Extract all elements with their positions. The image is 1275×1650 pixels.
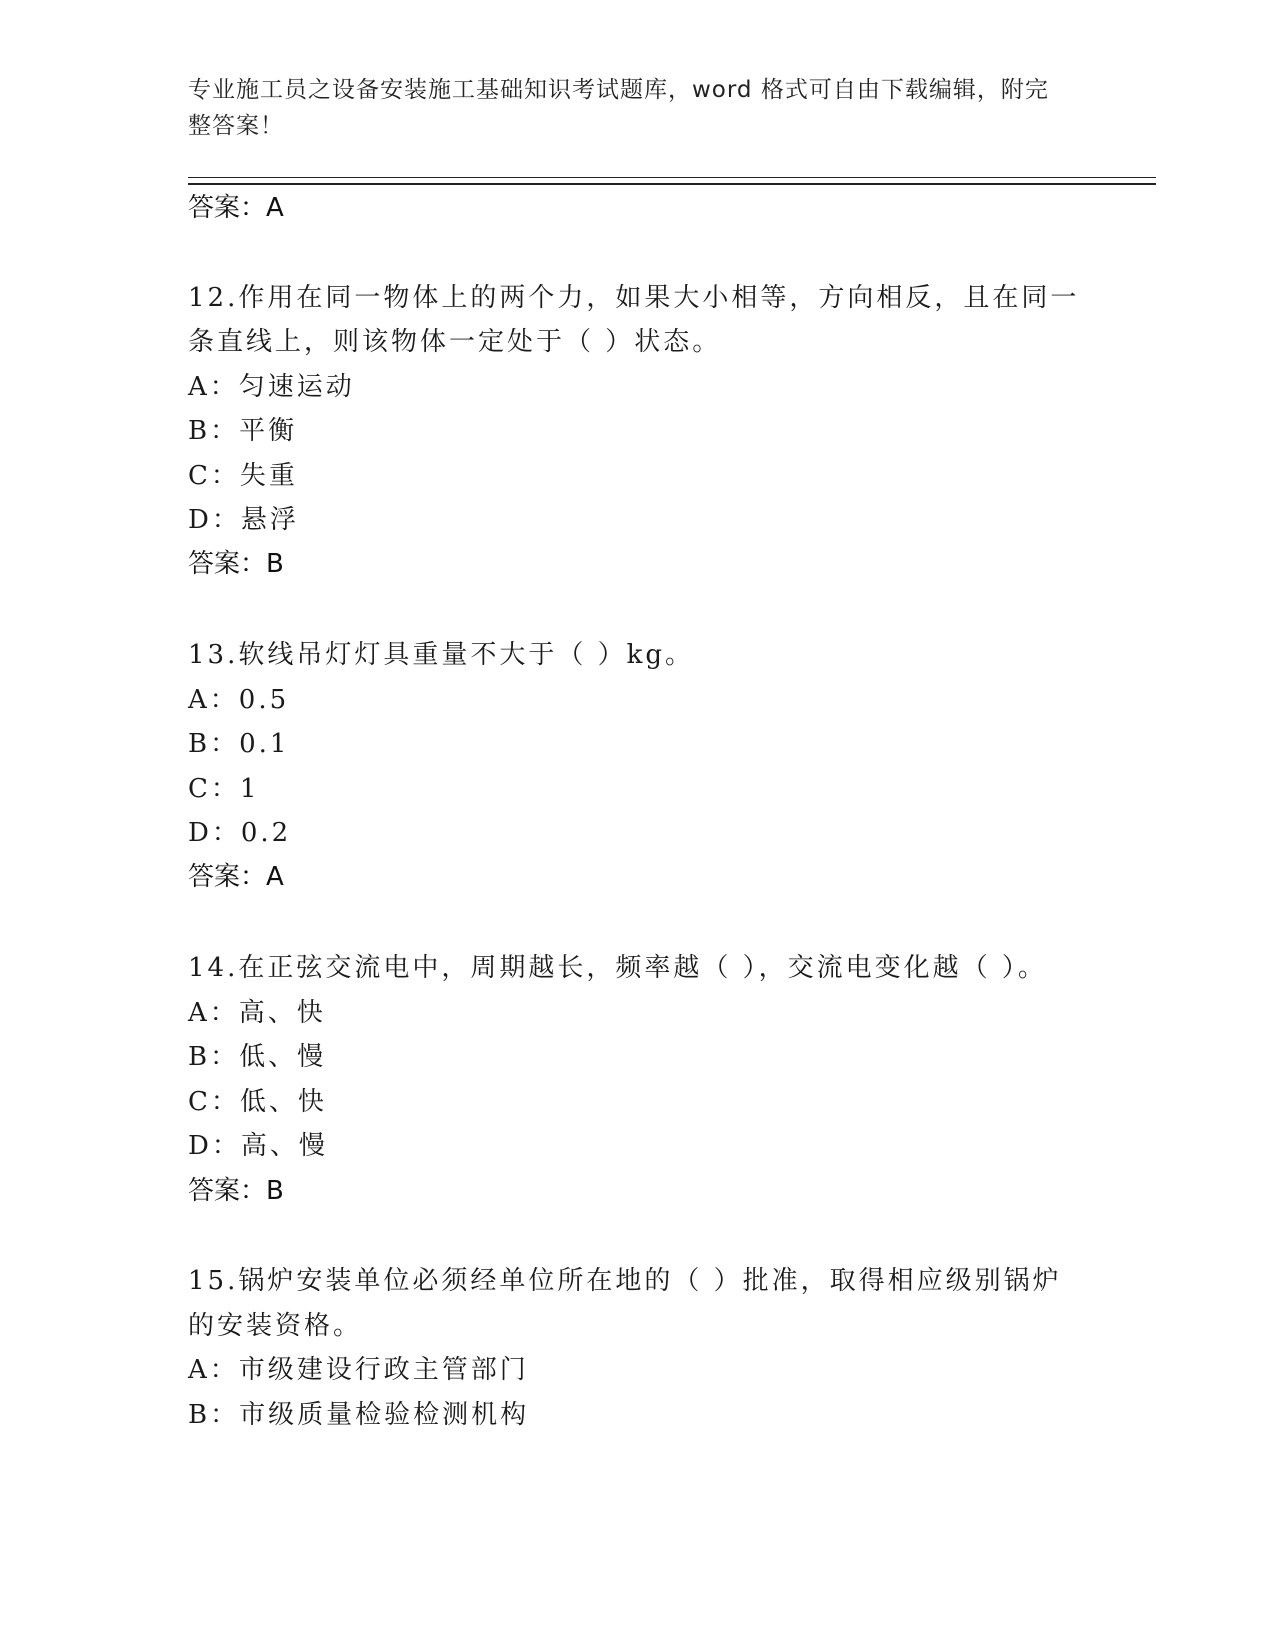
question-14-option-d: D：高、慢	[188, 1131, 328, 1161]
question-12-option-a: A：匀速运动	[188, 372, 355, 402]
question-14-stem-line1: 14.在正弦交流电中，周期越长，频率越（ ），交流电变化越（ ）。	[188, 953, 1047, 983]
header-divider	[188, 177, 1156, 185]
question-13-option-b: B：0.1	[188, 729, 290, 759]
question-15-option-b: B：市级质量检验检测机构	[188, 1400, 530, 1430]
question-14-option-a: A：高、快	[188, 998, 326, 1028]
question-15-stem-line2: 的安装资格。	[188, 1311, 363, 1341]
question-12-stem-line1: 12.作用在同一物体上的两个力，如果大小相等，方向相反，且在同一	[188, 283, 1080, 313]
question-15-option-a: A：市级建设行政主管部门	[188, 1355, 529, 1385]
question-14-option-b: B：低、慢	[188, 1042, 327, 1072]
question-12-option-b: B：平衡	[188, 416, 298, 446]
header-title-line1: 专业施工员之设备安装施工基础知识考试题库，word 格式可自由下载编辑，附完	[188, 77, 1049, 103]
question-13-option-d: D：0.2	[188, 818, 292, 848]
question-14-option-c: C：低、快	[188, 1087, 327, 1117]
answer-q12: 答案：B	[188, 549, 284, 579]
question-13-option-a: A：0.5	[188, 685, 290, 715]
question-12-stem-line2: 条直线上，则该物体一定处于（ ）状态。	[188, 327, 722, 357]
header-title-line2: 整答案！	[188, 113, 284, 139]
answer-q11: 答案：A	[188, 193, 284, 223]
question-15-stem-line1: 15.锅炉安装单位必须经单位所在地的（ ）批准，取得相应级别锅炉	[188, 1266, 1062, 1296]
question-12-option-c: C：失重	[188, 461, 298, 491]
question-12-option-d: D：悬浮	[188, 505, 299, 535]
answer-q14: 答案：B	[188, 1176, 284, 1206]
question-13-option-c: C：1	[188, 774, 260, 804]
document-header	[188, 72, 1068, 144]
question-13-stem-line1: 13.软线吊灯灯具重量不大于（ ）kg。	[188, 640, 695, 670]
answer-q13: 答案：A	[188, 862, 284, 892]
